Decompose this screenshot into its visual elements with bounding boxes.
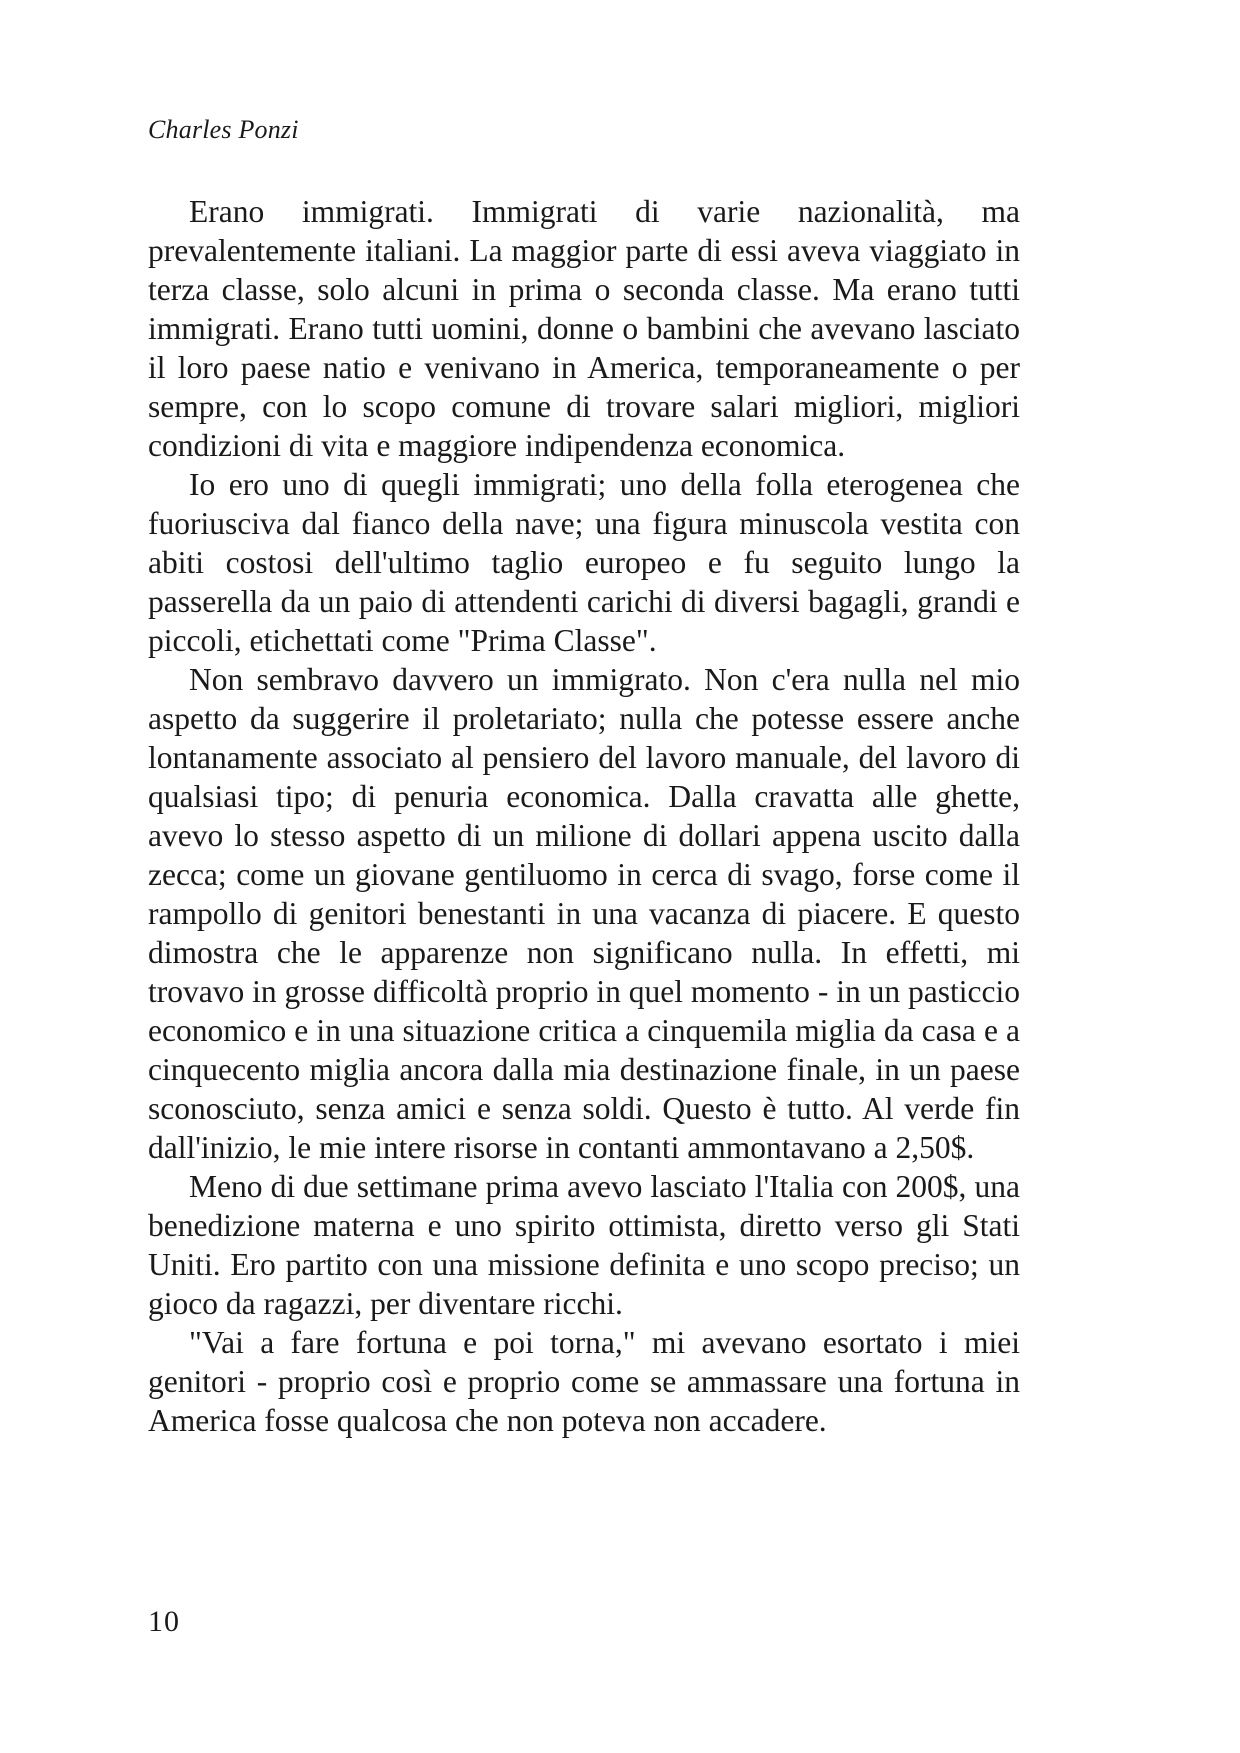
paragraph: "Vai a fare fortuna e poi torna," mi avevano esortato i miei genitori - proprio così e proprio come se ammassare una fortuna in America fosse qualcosa che non poteva non accadere.	[148, 1325, 1020, 1438]
body-text	[148, 192, 1020, 1440]
paragraph: Meno di due settimane prima avevo lasciato l'Italia con 200$, una benedizione materna e uno spirito ottimista, diretto verso gli Stati Uniti. Ero partito con una missione definita e uno scopo preciso; un gioco da ragazzi, per diventare ricchi.	[148, 1169, 1020, 1321]
page-number: 10	[148, 1605, 180, 1638]
paragraph: Non sembravo davvero un immigrato. Non c'era nulla nel mio aspetto da suggerire il proletariato; nulla che potesse essere anche lontanamente associato al pensiero del lavoro manuale, del lavoro di qualsiasi tipo; di penuria economica. Dalla cravatta alle ghette, avevo lo stesso aspetto di un milione di dollari appena uscito dalla zecca; come un giovane gentiluomo in cerca di svago, forse come il rampollo di genitori benestanti in una vacanza di piacere. E questo dimostra che le apparenze non significano nulla. In effetti, mi trovavo in grosse difficoltà proprio in quel momento - in un pasticcio economico e in una situazione critica a cinquemila miglia da casa e a cinquecento miglia ancora dalla mia destinazione finale, in un paese sconosciuto, senza amici e senza soldi. Questo è tutto. Al verde fin dall'inizio, le mie intere risorse in contanti ammontavano a 2,50$.	[148, 662, 1020, 1165]
running-head: Charles Ponzi	[148, 115, 299, 144]
paragraph: Io ero uno di quegli immigrati; uno della folla eterogenea che fuoriusciva dal fianco della nave; una figura minuscola vestita con abiti costosi dell'ultimo taglio europeo e fu seguito lungo la passerella da un paio di attendenti carichi di diversi bagagli, grandi e piccoli, etichettati come "Prima Classe".	[148, 467, 1020, 658]
paragraph: Erano immigrati. Immigrati di varie nazionalità, ma prevalentemente italiani. La maggior parte di essi aveva viaggiato in terza classe, solo alcuni in prima o seconda classe. Ma erano tutti immigrati. Erano tutti uomini, donne o bambini che avevano lasciato il loro paese natio e venivano in America, temporaneamente o per sempre, con lo scopo comune di trovare salari migliori, migliori condizioni di vita e maggiore indipendenza economica.	[148, 194, 1020, 463]
